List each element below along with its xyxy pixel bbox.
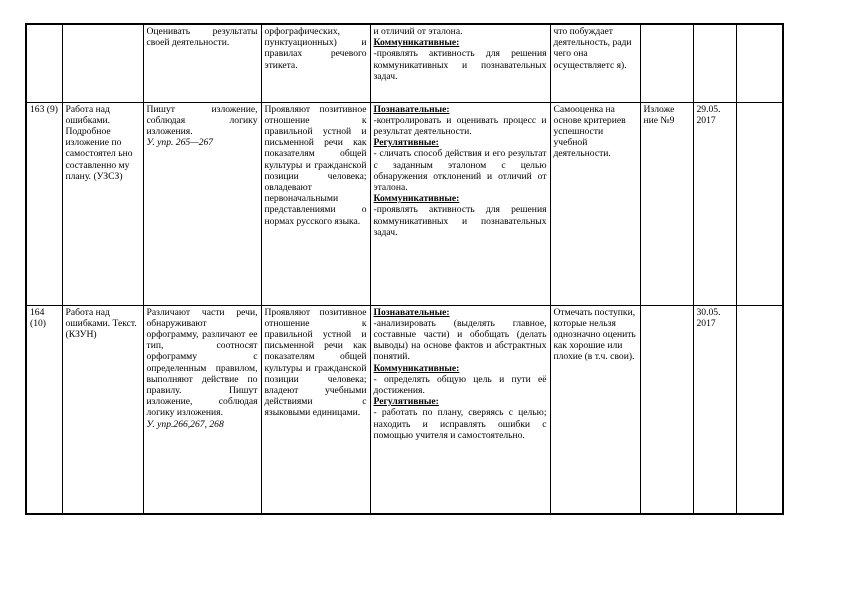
student-activity-cell [143,24,261,102]
empty-cell [736,305,783,514]
personal-results-cell: Проявляют позитивное отношение к правильной устной и письменной речи как показателям общей культуры и гражданской позиции человека; владеют учебными действиями с языковыми единицами. [261,305,370,514]
uud-heading: Регулятивные: [373,396,439,408]
uud-heading: Коммуникативные: [373,37,460,49]
uud-cell [370,24,550,102]
uud-text: -проявлять активность для решения коммуникативных и познавательных задач. [373,48,547,82]
uud-text: -проявлять активность для решения коммуникативных и познавательных задач. [373,204,547,238]
empty-cell [736,24,783,102]
uud-heading: Коммуникативные: [373,193,460,205]
uud-text: -анализировать (выделять главное, составные части) и обобщать (делать выводы) на основе фактов и абстрактных понятий. [373,317,547,363]
uud-cell [370,305,550,514]
uud-text: - работать по плану, сверяясь с целью; находить и исправлять ошибки с помощью учителя и самостоятельно. [373,407,547,441]
uud-heading: Познавательные: [373,306,450,318]
exercise-reference: У. упр.266,267, 268 [146,418,224,430]
date-cell: 29.05. 2017 [693,102,736,305]
activity-text: Пишут изложение, соблюдая логику изложения. [146,103,258,137]
control-cell: Изложе ние №9 [640,102,693,305]
activity-text: Оценивать результаты своей деятельности. [146,26,258,49]
uud-heading: Коммуникативные: [373,362,460,374]
lesson-number-cell: 163 (9) [26,102,62,305]
control-cell [640,24,693,102]
learning-result-cell: Отмечать поступки, которые нельзя однозначно оценить как хорошие или плохие (в т.ч. свои). [550,305,640,514]
uud-heading: Познавательные: [373,103,450,115]
table-row [26,305,783,514]
student-activity-cell [143,305,261,514]
student-activity-cell [143,102,261,305]
uud-cell [370,102,550,305]
lesson-plan-table [25,23,784,515]
lesson-topic-cell [62,24,143,102]
learning-result-cell: что побуждает деятельность, ради чего она осуществляетс я). [550,24,640,102]
uud-heading: Регулятивные: [373,137,439,149]
uud-text: -контролировать и оценивать процесс и результат деятельности. [373,114,547,137]
personal-results-cell: орфографических, пунктуационных) и правилах речевого этикета. [261,24,370,102]
table-row [26,102,783,305]
control-cell [640,305,693,514]
date-cell: 30.05. 2017 [693,305,736,514]
activity-text: Различают части речи, обнаруживают орфограмму, различают ее тип, соотносят орфограмму с определенным правилом, выполняют действие по правилу. Пишут изложение, соблюдая логику изложения. [146,306,258,419]
uud-text: - определять общую цель и пути её достижения. [373,373,547,396]
lesson-number-cell: 164 (10) [26,305,62,514]
lesson-topic-cell: Работа над ошибками. Текст. (КЗУН) [62,305,143,514]
personal-results-cell: Проявляют позитивное отношение к правильной устной и письменной речи как показателям общей культуры и гражданской позиции человека; овладевают первоначальными представлениями о нормах русского языка. [261,102,370,305]
uud-text: и отличий от эталона. [373,26,463,37]
learning-result-cell: Самооценка на основе критериев успешности учебной деятельности. [550,102,640,305]
exercise-reference: У. упр. 265—267 [146,137,214,149]
table-row [26,24,783,102]
lesson-topic-cell: Работа над ошибками. Подробное изложение по самостоятел ьно составленно му плану. (УЗСЗ) [62,102,143,305]
lesson-number-cell [26,24,62,102]
empty-cell [736,102,783,305]
uud-text: - сличать способ действия и его результат с заданным эталоном с целью обнаружения отклонений и отличий от эталона. [373,148,547,193]
date-cell [693,24,736,102]
